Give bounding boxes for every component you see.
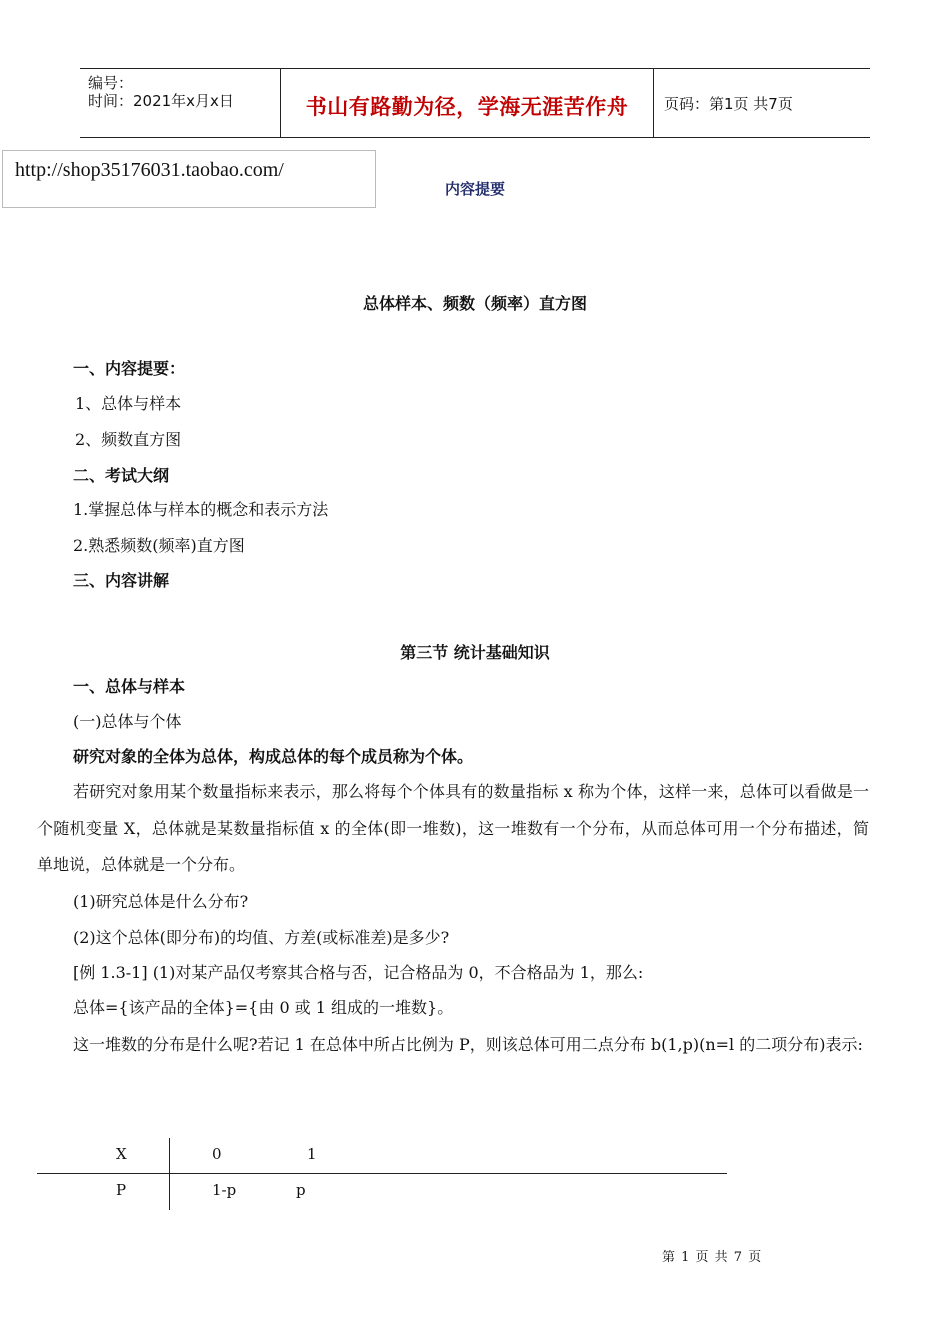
outline-heading-1: 一、内容提要： <box>73 359 186 378</box>
url-box <box>2 150 376 208</box>
table-cell: 1 <box>307 1145 317 1163</box>
table-cell: P <box>116 1181 127 1199</box>
table-divider-horizontal <box>37 1173 727 1174</box>
number-label: 编号： <box>88 74 134 92</box>
table-divider-vertical <box>169 1138 170 1210</box>
example-text: [例 1.3-1] (1)对某产品仅考察其合格与否，记合格品为 0，不合格品为 1，那么: <box>73 963 644 982</box>
outline-item: 2、频数直方图 <box>75 430 182 449</box>
population-text: 总体={该产品的全体}={由 0 或 1 组成的一堆数}。 <box>73 998 454 1017</box>
outline-item: 2.熟悉频数(频率)直方图 <box>73 536 245 555</box>
table-cell: 0 <box>212 1145 222 1163</box>
outline-item: 1.掌握总体与样本的概念和表示方法 <box>73 500 329 519</box>
definition-text: 研究对象的全体为总体，构成总体的每个成员称为个体。 <box>73 747 474 766</box>
header-info-cell <box>80 69 281 137</box>
subsection-item: (一)总体与个体 <box>73 712 182 731</box>
page-footer: 第 1 页 共 7 页 <box>662 1250 763 1265</box>
summary-title: 内容提要 <box>444 180 505 198</box>
shop-url[interactable]: http://shop35176031.taobao.com/ <box>15 159 284 181</box>
header-page-cell <box>654 69 870 137</box>
section-title: 第三节 统计基础知识 <box>400 643 550 662</box>
page-label: 页码：第1页 共7页 <box>664 95 793 113</box>
table-cell: X <box>116 1145 127 1163</box>
paragraph: 这一堆数的分布是什么呢?若记 1 在总体中所占比例为 P，则该总体可用二点分布 b(1,p)(n=l 的二项分布)表示: <box>73 1035 863 1054</box>
subsection-heading: 一、总体与样本 <box>73 677 186 696</box>
outline-heading-3: 三、内容讲解 <box>73 571 170 590</box>
outline-item: 1、总体与样本 <box>75 394 182 413</box>
outline-heading-2: 二、考试大纲 <box>73 466 170 485</box>
table-cell: p <box>296 1181 306 1199</box>
paragraph: 若研究对象用某个数量指标来表示，那么将每个个体具有的数量指标 x 称为个体，这样一来，总体可以看做是一个随机变量 X，总体就是某数量指标值 x 的全体(即一堆数)，这一堆数有一个分布，从而总体可用一个分布描述，简单地说，总体就是一个分布。 <box>37 782 869 874</box>
table-cell: 1-p <box>212 1181 237 1199</box>
motto-text: 书山有路勤为径，学海无涯苦作舟 <box>305 95 629 119</box>
date-label: 时间：2021年x月x日 <box>88 92 234 110</box>
doc-title: 总体样本、频数（频率）直方图 <box>362 294 587 313</box>
question-2: (2)这个总体(即分布)的均值、方差(或标准差)是多少? <box>73 928 450 947</box>
header-motto-cell <box>281 69 654 137</box>
question-1: (1)研究总体是什么分布? <box>73 892 249 911</box>
header-table <box>80 68 870 138</box>
